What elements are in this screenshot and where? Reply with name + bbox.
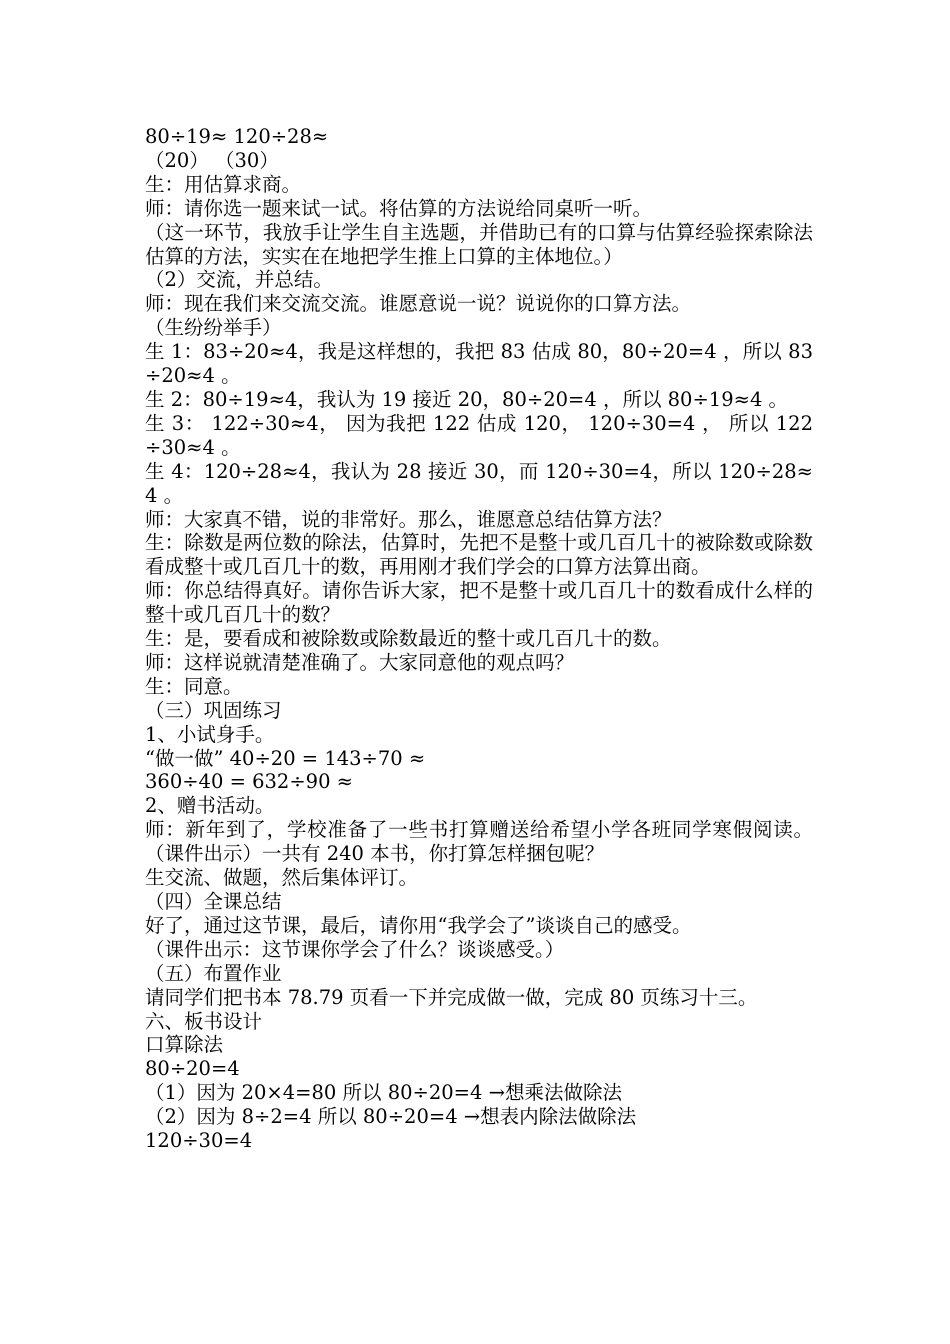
document-body [145,125,813,1153]
text-paragraph: 生 1：83÷20≈4，我是这样想的，我把 83 估成 80，80÷20=4 ，所以 83÷20≈4 。 [145,340,813,388]
text-line: 生 2：80÷19≈4，我认为 19 接近 20，80÷20=4 ，所以 80÷19≈4 。 [145,387,789,411]
text-line: （2）因为 8÷2=4 所以 80÷20=4 →想表内除法做除法 [145,1105,637,1129]
text-line: （1）因为 20×4=80 所以 80÷20=4 →想乘法做除法 [145,1081,622,1105]
text-paragraph: 生：除数是两位数的除法，估算时，先把不是整十或几百几十的被除数或除数看成整十或几百几十的数，再用刚才我们学会的口算方法算出商。 [145,531,813,579]
text-line: 2、赠书活动。 [145,794,275,818]
text-line: “做一做” 40÷20 = 143÷70 ≈ [145,746,426,770]
section-heading: （五）布置作业 [145,961,282,985]
text-line: 80÷19≈ 120÷28≈ [145,125,329,148]
text-line: 师：请你选一题来试一试。将估算的方法说给同桌听一听。 [145,196,653,220]
section-heading: （三）巩固练习 [145,698,282,722]
text-line: （20） （30） [145,148,279,172]
text-line: 1、小试身手。 [145,722,275,746]
text-line: 师：大家真不错，说的非常好。那么，谁愿意总结估算方法？ [145,507,672,531]
text-line: （2）交流，并总结。 [145,268,333,292]
text-line: 360÷40 = 632÷90 ≈ [145,770,354,794]
text-line: 口算除法 [145,1033,224,1057]
text-line: （生纷纷举手） [145,316,282,340]
text-line: 生交流、做题，然后集体评订。 [145,866,419,890]
text-line: （课件出示：这节课你学会了什么？谈谈感受。） [145,937,565,961]
text-line: 好了，通过这节课，最后，请你用“我学会了”谈谈自己的感受。 [145,913,692,937]
text-line: 80÷20=4 [145,1057,240,1081]
text-line: 师：现在我们来交流交流。谁愿意说一说？说说你的口算方法。 [145,292,692,316]
text-line: 生：同意。 [145,674,243,698]
text-line: 请同学们把书本 78.79 页看一下并完成做一做，完成 80 页练习十三。 [145,985,758,1009]
section-heading: （四）全课总结 [145,890,282,913]
text-line: 生：是，要看成和被除数或除数最近的整十或几百几十的数。 [145,627,672,651]
section-heading: 六、板书设计 [145,1009,263,1033]
text-paragraph: 生 3： 122÷30≈4， 因为我把 122 估成 120， 120÷30=4 ， 所以 122÷30≈4 。 [145,411,813,459]
text-line: 120÷30=4 [145,1129,253,1153]
text-line: 生：用估算求商。 [145,172,302,196]
text-paragraph: 师：你总结得真好。请你告诉大家，把不是整十或几百几十的数看成什么样的整十或几百几十的数？ [145,579,813,627]
text-paragraph: （这一环节，我放手让学生自主选题，并借助已有的口算与估算经验探索除法估算的方法，实实在在地把学生推上口算的主体地位。） [145,220,813,268]
text-paragraph: 生 4：120÷28≈4，我认为 28 接近 30，而 120÷30=4，所以 120÷28≈4 。 [145,459,813,507]
text-line: 师：这样说就清楚准确了。大家同意他的观点吗？ [145,650,575,674]
text-paragraph: 师：新年到了，学校准备了一些书打算赠送给希望小学各班同学寒假阅读。（课件出示）一共有 240 本书，你打算怎样捆包呢？ [145,818,813,866]
